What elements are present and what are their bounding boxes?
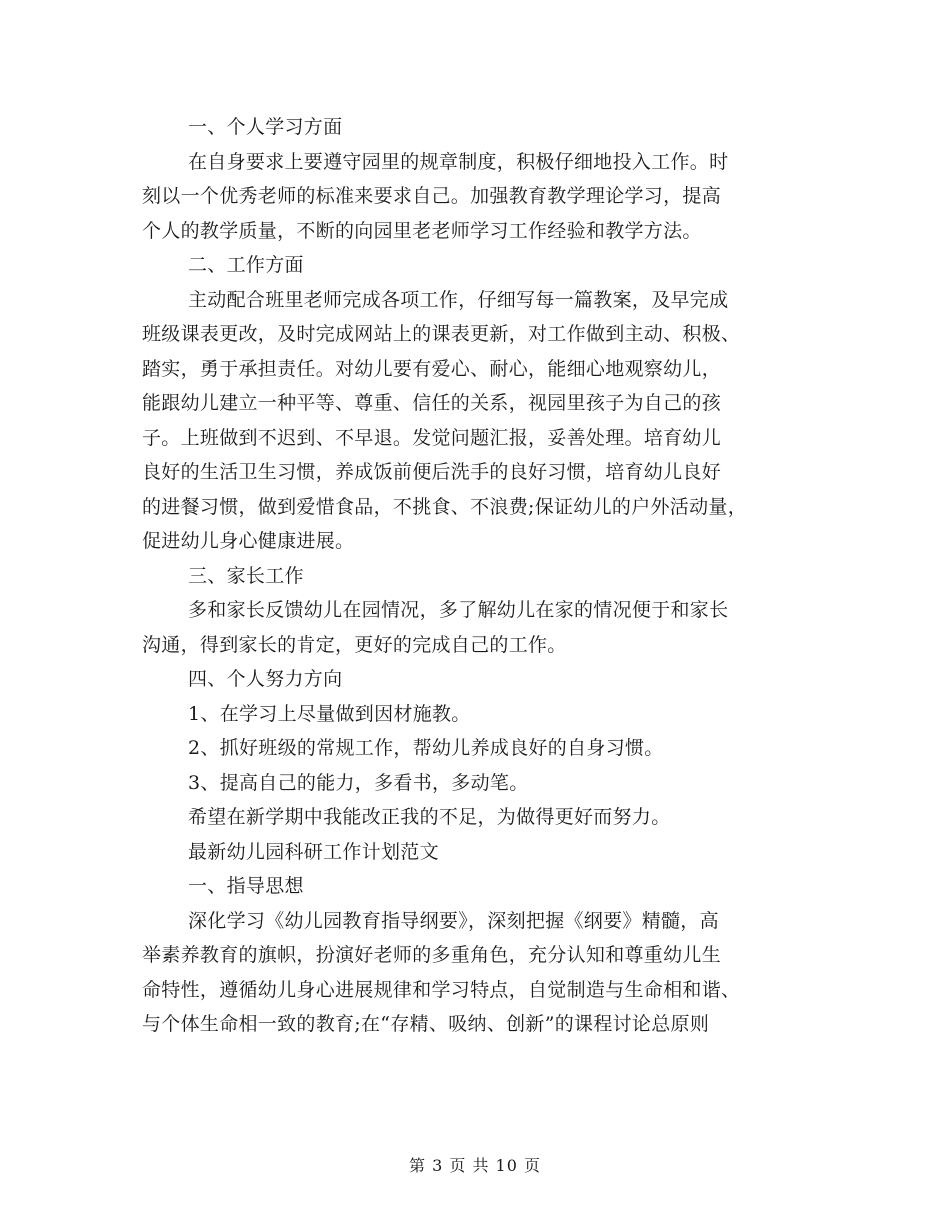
text-line: 良好的生活卫生习惯，养成饭前便后洗手的良好习惯，培育幼儿良好: [142, 461, 722, 483]
text-line: 命特性，遵循幼儿身心进展规律和学习特点，自觉制造与生命相和谐、: [142, 978, 741, 1001]
section-heading-work: 二、工作方面: [188, 254, 304, 276]
section-heading-parents: 三、家长工作: [188, 564, 304, 587]
section-heading-personal-study: 一、个人学习方面: [188, 116, 343, 138]
text-line: 希望在新学期中我能改正我的不足，为做得更好而努力。: [188, 806, 671, 828]
text-line: 与个体生命相一致的教育;在“存精、吸纳、创新”的课程讨论总原则: [142, 1013, 710, 1035]
text-line: 促进幼儿身心健康进展。: [142, 530, 355, 552]
page-number-footer: 第 3 页 共 10 页: [409, 1156, 541, 1175]
list-item: 1、在学习上尽量做到因材施教。: [188, 702, 471, 725]
text-line: 沟通，得到家长的肯定，更好的完成自己的工作。: [142, 633, 567, 656]
text-line: 能跟幼儿建立一种平等、尊重、信任的关系，视园里孩子为自己的孩: [142, 392, 722, 414]
text-line: 举素养教育的旗帜，扮演好老师的多重角色，充分认知和尊重幼儿生: [142, 944, 722, 966]
section-heading-guiding-thought: 一、指导思想: [188, 875, 304, 897]
text-line: 踏实，勇于承担责任。对幼儿要有爱心、耐心，能细心地观察幼儿，: [142, 357, 722, 380]
text-line: 在自身要求上要遵守园里的规章制度，积极仔细地投入工作。时: [188, 150, 729, 173]
text-line: 多和家长反馈幼儿在园情况，多了解幼儿在家的情况便于和家长: [188, 599, 729, 621]
text-line: 个人的教学质量，不断的向园里老老师学习工作经验和教学方法。: [142, 219, 702, 242]
text-line: 班级课表更改，及时完成网站上的课表更新，对工作做到主动、积极、: [142, 323, 741, 345]
list-item: 2、抓好班级的常规工作，帮幼儿养成良好的自身习惯。: [188, 737, 664, 759]
document-title: 最新幼儿园科研工作计划范文: [188, 840, 439, 863]
text-line: 刻以一个优秀老师的标准来要求自己。加强教育教学理论学习，提高: [142, 185, 722, 207]
text-line: 深化学习《幼儿园教育指导纲要》，深刻把握《纲要》精髓，高: [188, 909, 719, 932]
list-item: 3、提高自己的能力，多看书，多动笔。: [188, 771, 529, 794]
document-text: [142, 110, 812, 1042]
text-line: 主动配合班里老师完成各项工作，仔细写每一篇教案，及早完成: [188, 288, 729, 311]
text-line: 的进餐习惯，做到爱惜食品，不挑食、不浪费;保证幼儿的户外活动量，: [142, 495, 748, 518]
document-body: [142, 110, 812, 1042]
text-line: 子。上班做到不迟到、不早退。发觉问题汇报，妥善处理。培育幼儿: [142, 426, 722, 449]
section-heading-effort: 四、个人努力方向: [188, 668, 343, 690]
